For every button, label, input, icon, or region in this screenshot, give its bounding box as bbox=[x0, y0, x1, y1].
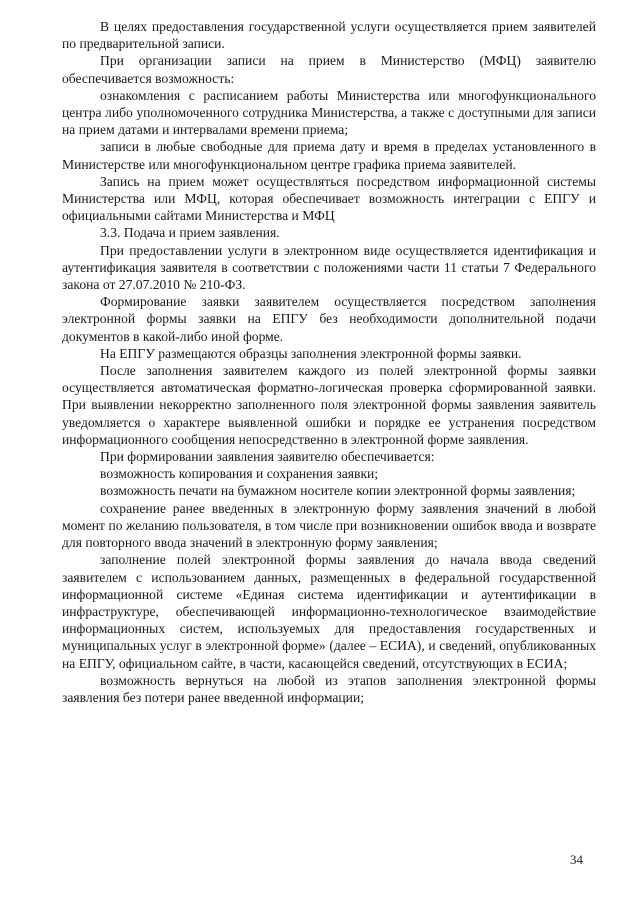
paragraph-5: Запись на прием может осуществляться посредством информационной системы Министерства или МФЦ, которая обеспечивает возможность интеграции с ЕПГУ и официальными сайтами Министерства и МФЦ bbox=[62, 173, 596, 224]
section-heading-3-3: 3.3. Подача и прием заявления. bbox=[100, 225, 280, 241]
paragraph-12: возможность копирования и сохранения заявки; bbox=[100, 466, 379, 482]
paragraph-8: Формирование заявки заявителем осуществляется посредством заполнения электронной формы заявки на ЕПГУ без необходимости дополнительной подачи документов в какой-либо иной форме. bbox=[62, 294, 596, 344]
paragraph-15: заполнение полей электронной формы заявления до начала ввода сведений заявителем с использованием данных, размещенных в федеральной государственной информационной системе «Единая система идентификации и аутентификации в инфраструктуре, обеспечивающей информационно-технологическое взаимодействие информационных систем, используемых для предоставления государственных и муниципальных услуг в электронной форме» (далее – ЕСИА), и сведений, опубликованных на ЕПГУ, официальном сайте, в части, касающейся сведений, отсутствующих в ЕСИА; bbox=[62, 552, 596, 671]
paragraph-10: После заполнения заявителем каждого из полей электронной формы заявки осуществляется автоматическая форматно-логическая проверка сформированной заявки. При выявлении некорректно заполненного поля электронной формы заявления заявитель уведомляется о характере выявленной ошибки и порядке ее устранения посредством информационного сообщения непосредственно в электронной форме заявления. bbox=[62, 363, 596, 447]
paragraph-16: возможность вернуться на любой из этапов заполнения электронной формы заявления без потери ранее введенной информации; bbox=[62, 672, 596, 705]
paragraph-13: возможность печати на бумажном носителе копии электронной формы заявления; bbox=[100, 483, 576, 499]
paragraph-14: сохранение ранее введенных в электронную форму заявления значений в любой момент по желанию пользователя, в том числе при возникновении ошибок ввода и возврате для повторного ввода значений в электронную форму заявления; bbox=[62, 500, 596, 551]
paragraph-1: В целях предоставления государственной услуги осуществляется прием заявителей по предварительной записи. bbox=[62, 19, 596, 52]
paragraph-11: При формировании заявления заявителю обеспечивается: bbox=[100, 449, 435, 465]
document-body bbox=[62, 18, 596, 706]
page-number: 34 bbox=[570, 852, 583, 867]
paragraph-4: записи в любые свободные для приема дату и время в пределах установленного в Министерстве или многофункциональном центре графика приема заявителей. bbox=[62, 139, 596, 172]
paragraph-2: При организации записи на прием в Министерство (МФЦ) заявителю обеспечивается возможность: bbox=[62, 53, 596, 86]
paragraph-7: При предоставлении услуги в электронном виде осуществляется идентификация и аутентификация заявителя в соответствии с положениями части 11 статьи 7 Федерального закона от 27.07.2010 № 210-ФЗ. bbox=[62, 242, 596, 293]
paragraph-9: На ЕПГУ размещаются образцы заполнения электронной формы заявки. bbox=[100, 345, 522, 361]
paragraph-3: ознакомления с расписанием работы Министерства или многофункционального центра либо уполномоченного сотрудника Министерства, а также с доступными для записи на прием датами и интервалами времени приема; bbox=[62, 87, 596, 138]
